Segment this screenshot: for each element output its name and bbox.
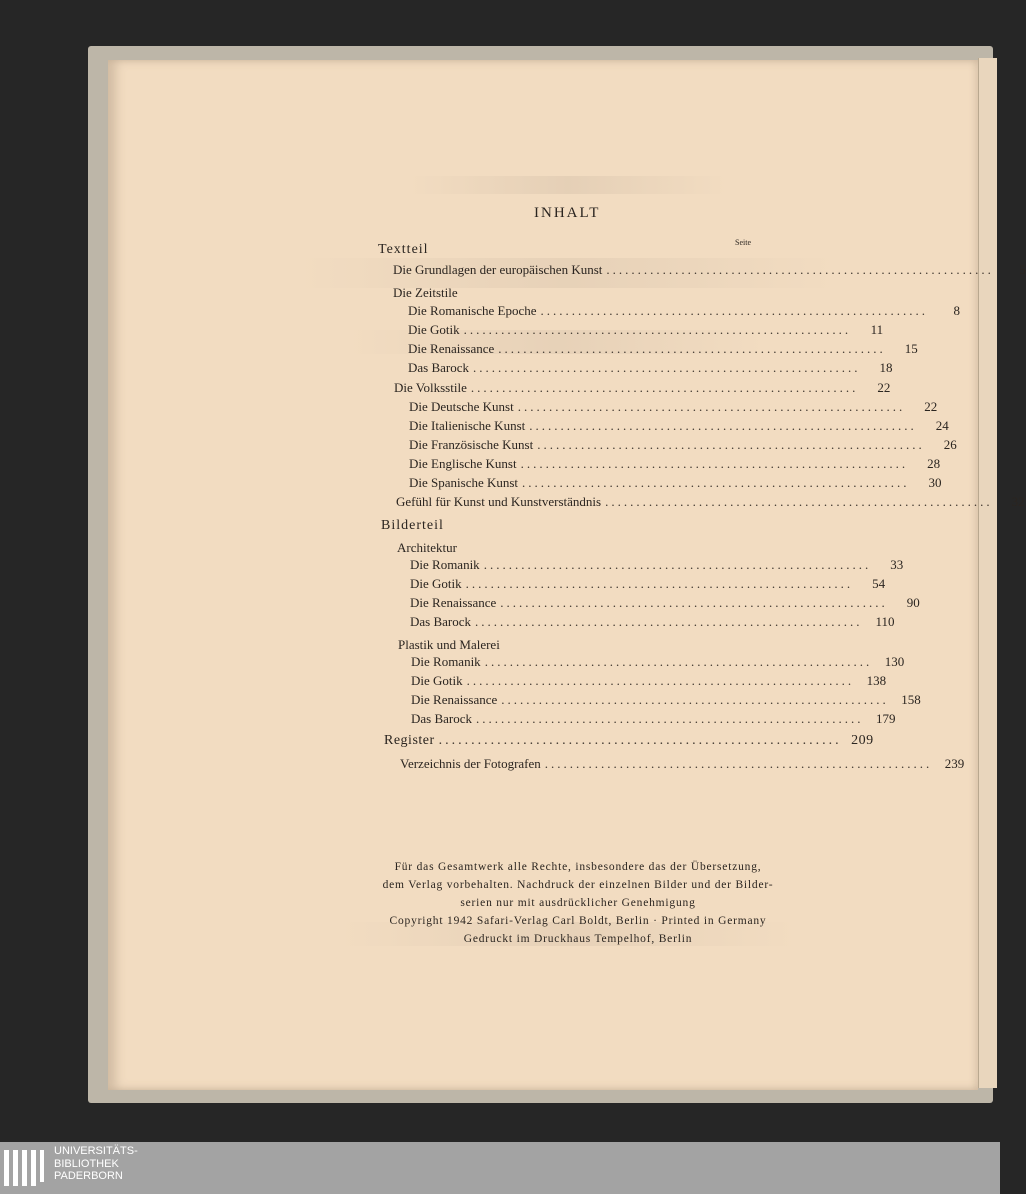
leader-dots: .............................................................. <box>540 303 929 318</box>
leader-dots: .............................................................. <box>501 692 889 707</box>
toc-entry-page: 26 <box>943 437 957 452</box>
toc-entry-page: 11 <box>870 322 884 337</box>
leader-dots: .............................................................. <box>470 380 859 395</box>
toc-entry <box>410 595 920 614</box>
toc-entry-page: 5 <box>1019 262 1026 277</box>
copyright-line: dem Verlag vorbehalten. Nachdruck der einzelnen Bilder und der Bilder- <box>382 879 774 891</box>
leader-dots: .............................................................. <box>537 437 925 452</box>
leader-dots: .............................................................. <box>498 341 886 356</box>
page-title: INHALT <box>534 205 601 221</box>
library-name-line: PADERBORN <box>54 1170 123 1182</box>
toc-entry-label: Die Gotik <box>410 576 462 591</box>
toc-entry-label: Die Gotik <box>411 673 463 688</box>
leader-dots: .............................................................. <box>484 654 873 669</box>
toc-entry <box>408 303 961 322</box>
toc-entry-page: 158 <box>901 692 921 707</box>
toc-entry-label: Die Französische Kunst <box>409 437 534 452</box>
toc-entry <box>411 711 896 730</box>
toc-entry-label: Die Deutsche Kunst <box>409 399 514 414</box>
toc-entry <box>411 673 887 692</box>
toc-entry-page: 22 <box>877 380 891 395</box>
section-textteil: Textteil <box>378 242 429 257</box>
leader-dots: .............................................................. <box>500 595 888 610</box>
toc-entry <box>409 437 957 456</box>
leader-dots: .............................................................. <box>476 711 864 726</box>
toc-entry <box>409 475 942 494</box>
leader-dots: .............................................................. <box>529 418 917 433</box>
section-bilderteil: Bilderteil <box>381 518 444 533</box>
toc-entry-page: 110 <box>875 614 895 629</box>
leader-dots: .............................................................. <box>520 456 909 471</box>
toc-entry-page: 22 <box>924 399 938 414</box>
toc-entry-page: 33 <box>890 557 904 572</box>
subsection-architektur: Architektur <box>397 540 457 555</box>
toc-entry-label: Die Renaissance <box>411 692 498 707</box>
toc-entry-page: 130 <box>884 654 905 669</box>
leader-dots: .............................................................. <box>605 494 993 509</box>
library-name <box>54 1145 138 1183</box>
toc-entry-label: Die Renaissance <box>410 595 497 610</box>
toc-entry-label: Die Volksstile <box>394 380 467 395</box>
toc-entry-label: Die Renaissance <box>408 341 495 356</box>
toc-entry-register <box>384 733 874 752</box>
toc-entry <box>410 557 904 576</box>
toc-entry-page: 90 <box>906 595 920 610</box>
subsection-zeitstile: Die Zeitstile <box>393 285 458 300</box>
leader-dots: .............................................................. <box>483 557 872 572</box>
toc-entry-label: Das Barock <box>411 711 473 726</box>
leader-dots: .............................................................. <box>522 475 910 490</box>
toc-entry-label: Die Romanik <box>411 654 481 669</box>
toc-entry-label: Das Barock <box>410 614 472 629</box>
toc-entry-label: Die Romanische Epoche <box>408 303 537 318</box>
toc-entry-label: Die Spanische Kunst <box>409 475 519 490</box>
toc-entry <box>393 262 1026 281</box>
copyright-line: serien nur mit ausdrücklicher Genehmigung <box>460 897 696 909</box>
leader-dots: .............................................................. <box>465 576 854 591</box>
toc-entry-page: 24 <box>935 418 949 433</box>
toc-entry <box>396 494 1025 513</box>
toc-entry-label: Die Romanik <box>410 557 480 572</box>
toc-entry <box>409 399 938 418</box>
leader-dots: .............................................................. <box>438 733 842 748</box>
toc-entry-page: 209 <box>851 733 874 748</box>
toc-entry <box>408 341 918 360</box>
leader-dots: .............................................................. <box>463 322 852 337</box>
next-page-edge <box>978 58 997 1088</box>
copyright-block <box>318 858 838 948</box>
toc-entry <box>394 380 891 399</box>
leader-dots: .............................................................. <box>517 399 906 414</box>
toc-entry-page: 239 <box>944 756 965 771</box>
toc-entry-page: 179 <box>876 711 896 726</box>
toc-entry-label: Die Grundlagen der europäischen Kunst <box>393 262 603 277</box>
library-footer <box>0 1142 1000 1194</box>
toc-entry-label: Verzeichnis der Fotografen <box>400 756 541 771</box>
toc-entry <box>409 418 949 437</box>
copyright-line: Gedruckt im Druckhaus Tempelhof, Berlin <box>463 933 693 945</box>
toc-entry-page: 18 <box>879 360 893 375</box>
toc-entry-page: 32 <box>1011 494 1025 509</box>
toc-entry <box>408 360 893 379</box>
toc-entry <box>408 322 884 341</box>
toc-entry-page: 15 <box>904 341 918 356</box>
leader-dots: .............................................................. <box>466 673 855 688</box>
toc-entry-label: Das Barock <box>408 360 470 375</box>
leader-dots: .............................................................. <box>606 262 994 277</box>
toc-entry <box>400 756 965 775</box>
leader-dots: .............................................................. <box>544 756 933 771</box>
leader-dots: .............................................................. <box>473 360 861 375</box>
library-logo-icon <box>4 1148 44 1188</box>
seite-column-label: Seite <box>735 238 751 247</box>
toc-entry-label: Die Italienische Kunst <box>409 418 526 433</box>
toc-entry-label: Die Gotik <box>408 322 460 337</box>
toc-entry-page: 28 <box>927 456 941 471</box>
toc-entry-label: Register <box>384 733 435 748</box>
toc-entry-label: Gefühl für Kunst und Kunstverständnis <box>396 494 602 509</box>
library-name-line: BIBLIOTHEK <box>54 1157 119 1170</box>
toc-entry <box>411 692 921 711</box>
toc-entry-page: 30 <box>928 475 942 490</box>
subsection-plastik: Plastik und Malerei <box>398 637 500 652</box>
toc-entry-page: 8 <box>953 303 961 318</box>
toc-entry-page: 54 <box>872 576 886 591</box>
leader-dots: .............................................................. <box>475 614 863 629</box>
copyright-line: Für das Gesamtwerk alle Rechte, insbesondere das der Übersetzung, <box>394 861 762 873</box>
copyright-line: Copyright 1942 Safari-Verlag Carl Boldt, Berlin · Printed in Germany <box>389 915 767 927</box>
toc-entry <box>411 654 905 673</box>
toc-entry <box>409 456 941 475</box>
bleed-through-bar <box>408 176 728 194</box>
toc-entry <box>410 576 886 595</box>
toc-entry <box>410 614 895 633</box>
library-name-line: UNIVERSITÄTS- <box>54 1145 138 1157</box>
toc-entry-page: 138 <box>866 673 887 688</box>
toc-entry-label: Die Englische Kunst <box>409 456 517 471</box>
